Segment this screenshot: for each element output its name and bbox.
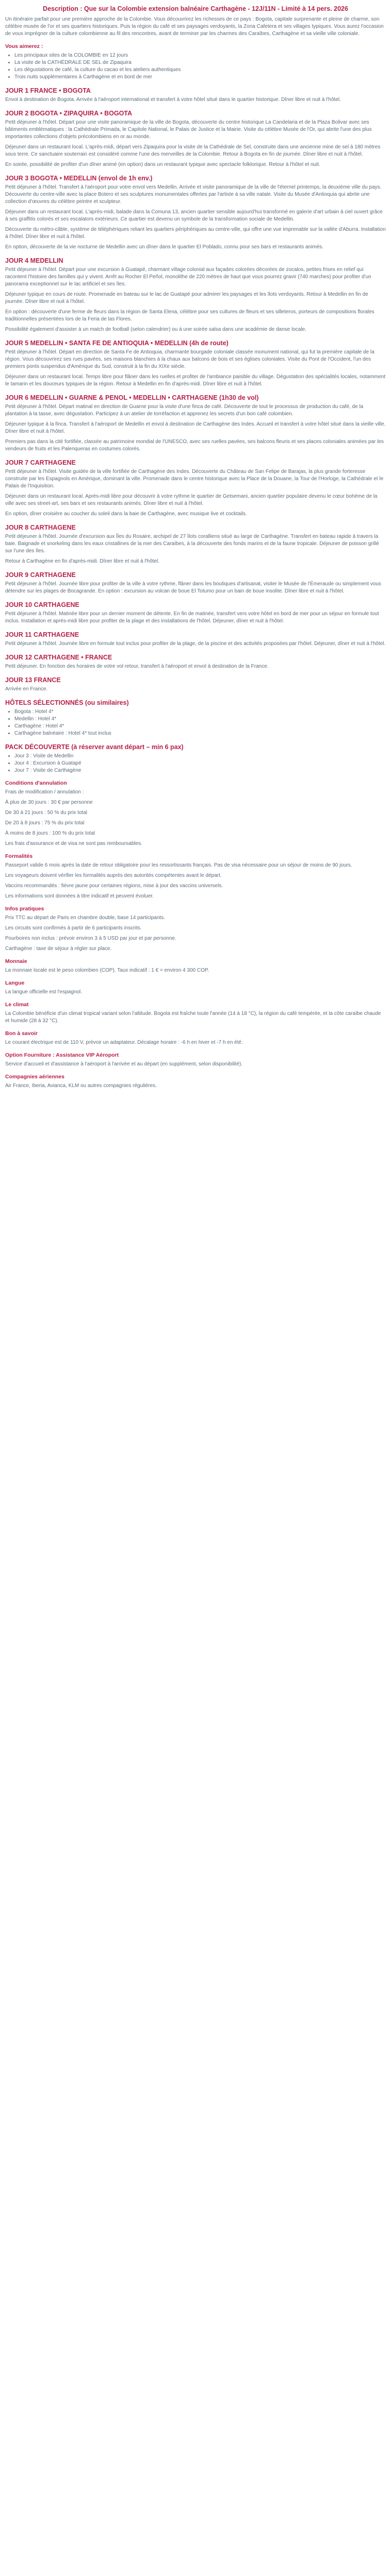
package-item: • Jour 4 : Excursion à Guatapé [14,760,386,767]
day-paragraph: Petit déjeuner à l'hôtel. Départ pour une visite panoramique de la ville de Bogota, découverte du centre historique La Candelaria et de la Plaza Bolivar avec ses bâtiments emblématiques : la Cathédrale Primada, le Capitole National, le Palais de Justice et la Mairie. Visite du célèbre Musée de l'Or, qui abrite l'une des plus importantes collections d'objets précolombiens en or au monde. [5,120,372,140]
day-title: JOUR 4 MEDELLIN [5,257,63,264]
day-title: JOUR 8 CARTHAGENE [5,524,76,531]
itinerary [5,87,386,693]
conditions-text: De 30 à 21 jours : 50 % du prix total [5,810,87,816]
day-paragraph: Déjeuner dans un restaurant local. Temps libre pour flâner dans les ruelles et profiter de l'ambiance paisible du village. Dégustation des spécialités locales, notamment le tamarin et les douceurs typiques de la région. Retour à Medellin en fin d'après-midi. Dîner libre et nuit à l'hôtel. [5,374,386,387]
day-paragraph: En soirée, possibilité de profiter d'un dîner animé (en option) dans un restaurant typique avec spectacle folklorique. Retour à l'hôtel et nuit. [5,162,320,167]
visits-heading: Vous aimerez : [5,43,43,49]
day-paragraph: Petit déjeuner à l'hôtel. Journée libre pour profiter de la ville à votre rythme, flâner dans les boutiques d'artisanat, visiter le Musée de l'Émeraude ou simplement vous détendre sur les plages de Bocagrande. En option : excursion au volcan de boue El Totumo pour un bain de boue insolite. Dîner libre et nuit à l'hôtel. [5,581,381,594]
day-title: JOUR 12 CARTHAGENE • FRANCE [5,654,112,661]
page-title: Description : Que sur la Colombie extension balnéaire Carthagène - 12J/11N - Limité à 14 pers. 2026 [43,5,348,12]
day-paragraph: Petit déjeuner. En fonction des horaires de votre vol retour, transfert à l'aéroport et envol à destination de la France. [5,664,269,669]
formalities-heading: Formalités [5,853,33,859]
hotels-list [14,708,386,737]
day-paragraph: En option, dîner croisière au coucher du soleil dans la baie de Carthagène, avec musique live et cocktails. [5,511,247,517]
conditions-heading: Conditions d'annulation [5,780,67,786]
day-paragraph: Petit déjeuner à l'hôtel. Matinée libre pour un dernier moment de détente. En fin de matinée, transfert vers votre hôtel en bord de mer pour un séjour en formule tout inclus. Installation et après-midi libre pour profiter de la plage et des installations de l'hôtel. Déjeuner, dîner et nuit à l'hôtel. [5,611,379,624]
bon-heading: Bon à savoir [5,1030,38,1037]
visits-list [14,52,386,81]
day-title: JOUR 1 FRANCE • BOGOTA [5,87,91,94]
day-paragraph: Petit déjeuner à l'hôtel. Visite guidée de la ville fortifiée de Carthagène des Indes. Découverte du Château de San Felipe de Barajas, la plus grande forteresse construite par les Espagnols en Amérique, dominant la ville. Promenade dans le centre historique avec la Place de la Douane, la Tour de l'Horloge, la Cathédrale et le Palais de l'Inquisition. [5,469,384,489]
info-heading: Infos pratiques [5,906,44,912]
monnaie-heading: Monnaie [5,958,27,964]
visit-item: • Trois nuits supplémentaires à Carthagène et en bord de mer [14,74,386,81]
package-list [14,753,386,774]
day-paragraph: Déjeuner dans un restaurant local. L'après-midi, balade dans la Comuna 13, ancien quartier sensible aujourd'hui transformé en galerie d'art urbain à ciel ouvert grâce à ses graffitis colorés et ses escalators extérieurs. Ce quartier est devenu un symbole de la transformation sociale de Medellin. [5,209,383,222]
day-paragraph: Petit déjeuner à l'hôtel. Départ matinal en direction de Guarne pour la visite d'une finca de café. Découverte de tout le processus de production du café, de la plantation à la tasse, avec dégustation. Participez à un atelier de torréfaction et apprenez les secrets d'un bon café colombien. [5,404,364,417]
hotels-heading: HÔTELS SÉLECTIONNÉS (ou similaires) [5,699,129,706]
day-title: JOUR 2 BOGOTA • ZIPAQUIRA • BOGOTA [5,110,133,117]
conditions-text: Les frais d'assurance et de visa ne sont pas remboursables. [5,841,142,846]
day-paragraph: Déjeuner dans un restaurant local. Après-midi libre pour découvrir à votre rythme le quartier de Getsemani, ancien quartier populaire devenu le cœur bohème de la ville avec ses street-art, ses bars et ses restaurants animés. Dîner libre et nuit à l'hôtel. [5,494,378,506]
climat-text: La Colombie bénéficie d'un climat tropical variant selon l'altitude. Bogota est fraîche toute l'année (14 à 18 °C), la région du café tempérée, et la côte caraïbe chaude et humide (28 à 32 °C). [5,1011,381,1024]
day-paragraph: Envol à destination de Bogota. Arrivée à l'aéroport international et transfert à votre hôtel situé dans le quartier historique. Dîner libre et nuit à l'hôtel. [5,97,341,103]
day-paragraph: Premiers pas dans la cité fortifiée, classée au patrimoine mondial de l'UNESCO, avec ses ruelles pavées, ses balcons fleuris et ses places coloniales animées par les vendeurs de fruits et les Palenqueras en costumes colorés. [5,439,384,452]
visit-item: • Les principaux sites de la COLOMBIE en 12 jours [14,52,386,59]
formalities-text: Vaccins recommandés : fièvre jaune pour certaines régions, mise à jour des vaccins universels. [5,883,223,889]
conditions-text: Frais de modification / annulation : [5,789,84,795]
langue-text: La langue officielle est l'espagnol. [5,989,83,995]
hotel-item: • Carthagène : Hotel 4* [14,723,386,730]
day-paragraph: En option, découverte de la vie nocturne de Medellin avec un dîner dans le quartier El Poblado, connu pour ses bars et restaurants animés. [5,244,324,250]
info-text: Carthagène : taxe de séjour à régler sur place. [5,946,112,952]
assistance-heading: Option Fourniture : Assistance VIP Aéroport [5,1052,119,1058]
info-text: Les circuits sont confirmés à partir de 6 participants inscrits. [5,925,142,931]
langue-heading: Langue [5,980,25,986]
intro-text: Un itinéraire parfait pour une première approche de la Colombie. Vous découvrirez les richesses de ce pays : Bogota, capitale surprenante et pleine de charme, son célèbre musée de l'or et ses quartiers historiques. Puis la région du café et ses paysages verdoyants, la Zona Cafetera et ses villages typiques. Vous aurez l'occasion de vous imprégner de la culture colombienne au fil des rencontres, avant de terminer par les charmes des Caraïbes, Carthagène et sa vieille ville coloniale. [5,16,384,37]
day-title: JOUR 5 MEDELLIN • SANTA FE DE ANTIOQUIA • MEDELLIN (4h de route) [5,340,229,347]
day-paragraph: Déjeuner typique en cours de route. Promenade en bateau sur le lac de Guatapé pour admirer les paysages et les îlots verdoyants. Retour à Medellin en fin de journée. Dîner libre et nuit à l'hôtel. [5,292,368,304]
package-item: • Jour 7 : Visite de Carthagène [14,767,386,774]
day-paragraph: Arrivée en France. [5,686,48,692]
day-title: JOUR 3 BOGOTA • MEDELLIN (envol de 1h env.) [5,175,153,182]
formalities-text: Passeport valide 6 mois après la date de retour obligatoire pour les ressortissants français. Pas de visa nécessaire pour un séjour de moins de 90 jours. [5,862,352,868]
day-paragraph: Découverte du métro-câble, système de téléphériques reliant les quartiers périphériques au centre-ville, qui offre une vue imprenable sur la vallée d'Aburra. Installation à l'hôtel. Dîner libre et nuit à l'hôtel. [5,227,386,240]
day-title: JOUR 10 CARTHAGENE [5,601,79,608]
monnaie-text: La monnaie locale est le peso colombien (COP). Taux indicatif : 1 € = environ 4 300 COP. [5,968,209,973]
day-paragraph: Retour à Carthagène en fin d'après-midi. Dîner libre et nuit à l'hôtel. [5,558,159,564]
climat-heading: Le climat [5,1002,29,1008]
conditions-text: De 20 à 8 jours : 75 % du prix total [5,820,85,826]
package-item: • Jour 3 : Visite de Medellin [14,753,386,760]
day-paragraph: Petit déjeuner à l'hôtel. Transfert à l'aéroport pour votre envol vers Medellin. Arrivée et visite panoramique de la ville de l'éternel printemps, la deuxième ville du pays. Découverte du centre-ville avec la place Botero et ses sculptures monumentales offertes par l'artiste à sa ville natale. Visite du Musée d'Antioquia qui abrite une collection d'œuvres du célèbre peintre et sculpteur. [5,184,382,205]
info-text: Pourboires non inclus : prévoir environ 3 à 5 USD par jour et par personne. [5,936,176,941]
info-text: Prix TTC au départ de Paris en chambre double, base 14 participants. [5,915,165,921]
visit-item: • Les dégustations de café, la culture du cacao et les ateliers authentiques [14,66,386,74]
day-paragraph: Petit déjeuner à l'hôtel. Journée libre en formule tout inclus pour profiter de la plage, de la piscine et des activités proposées par l'hôtel. Déjeuner, dîner et nuit à l'hôtel. [5,641,386,647]
hotel-item: • Bogota : Hotel 4* [14,708,386,716]
bon-text: Le courant électrique est de 110 V, prévoir un adaptateur. Décalage horaire : -6 h en hiver et -7 h en été. [5,1040,243,1045]
conditions-text: À moins de 8 jours : 100 % du prix total [5,831,95,836]
package-heading: PACK DÉCOUVERTE (à réserver avant départ – min 6 pax) [5,743,184,751]
formalities-text: Les voyageurs doivent vérifier les formalités auprès des autorités compétentes avant le départ. [5,873,222,878]
day-title: JOUR 6 MEDELLIN • GUARNE & PENOL • MEDELLIN • CARTHAGENE (1h30 de vol) [5,394,259,401]
assistance-text: Service d'accueil et d'assistance à l'aéroport à l'arrivée et au départ (en supplément, selon disponibilité). [5,1061,243,1067]
day-title: JOUR 9 CARTHAGENE [5,571,76,579]
day-title: JOUR 11 CARTHAGENE [5,631,79,638]
day-paragraph: Déjeuner typique à la finca. Transfert à l'aéroport de Medellin et envol à destination de Carthagène des Indes. Accueil et transfert à votre hôtel situé dans la vieille ville. Dîner libre et nuit à l'hôtel. [5,421,386,434]
page [0,0,391,1113]
day-paragraph: Petit déjeuner à l'hôtel. Départ en direction de Santa Fe de Antioquia, charmante bourgade coloniale classée monument national, qui fut la première capitale de la région. Vous découvrirez ses rues pavées, ses maisons blanchies à la chaux aux balcons de bois et ses églises coloniales. Visite du Pont de l'Occident, l'un des premiers ponts suspendus d'Amérique du Sud, construit à la fin du XIXe siècle. [5,349,374,369]
companies-text: Air France, Iberia, Avianca, KLM ou autres compagnies régulières. [5,1083,157,1089]
day-title: JOUR 13 FRANCE [5,676,61,684]
hotel-item: • Carthagène balnéaire : Hotel 4* tout inclus [14,730,386,737]
day-paragraph: Petit déjeuner à l'hôtel. Départ pour une excursion à Guatapé, charmant village colonial aux façades colorées décorées de zocalos, petites frises en relief qui racontent l'histoire des familles qui y vivent. Arrêt au Rocher El Peñol, monolithe de 220 mètres de haut que vous pourrez gravir (740 marches) pour profiter d'un panorama exceptionnel sur le lac artificiel et ses îles. [5,267,371,287]
conditions-text: À plus de 30 jours : 30 € par personne [5,800,93,805]
formalities-text: Les informations sont données à titre indicatif et peuvent évoluer. [5,893,154,899]
day-paragraph: En option : découverte d'une ferme de fleurs dans la région de Santa Elena, célèbre pour ses cultures de fleurs et ses silleteros, porteurs de compositions florales traditionnelles présentées lors de la Feria de las Flores. [5,309,374,322]
hotel-item: • Medellin : Hotel 4* [14,716,386,723]
day-paragraph: Possibilité également d'assister à un match de football (selon calendrier) ou à une soirée salsa dans une académie de danse locale. [5,327,306,332]
day-title: JOUR 7 CARTHAGENE [5,459,76,466]
day-paragraph: Déjeuner dans un restaurant local. L'après-midi, départ vers Zipaquira pour la visite de la Cathédrale de Sel, construite dans une ancienne mine de sel à 180 mètres sous terre. Ce sanctuaire souterrain est considéré comme l'une des merveilles de la Colombie. Retour à Bogota en fin de journée. Dîner libre et nuit à l'hôtel. [5,144,381,157]
companies-heading: Compagnies aériennes [5,1074,64,1080]
visit-item: • La visite de la CATHÉDRALE DE SEL de Zipaquira [14,59,386,66]
day-paragraph: Petit déjeuner à l'hôtel. Journée d'excursion aux Îles du Rosaire, archipel de 27 îlots coralliens situé au large de Carthagène. Transfert en bateau rapide à travers la baie. Baignade et snorkeling dans les eaux cristallines de la mer des Caraïbes, à la découverte des fonds marins et de la faune tropicale. Déjeuner de poisson grillé sur l'une des îles. [5,534,379,554]
